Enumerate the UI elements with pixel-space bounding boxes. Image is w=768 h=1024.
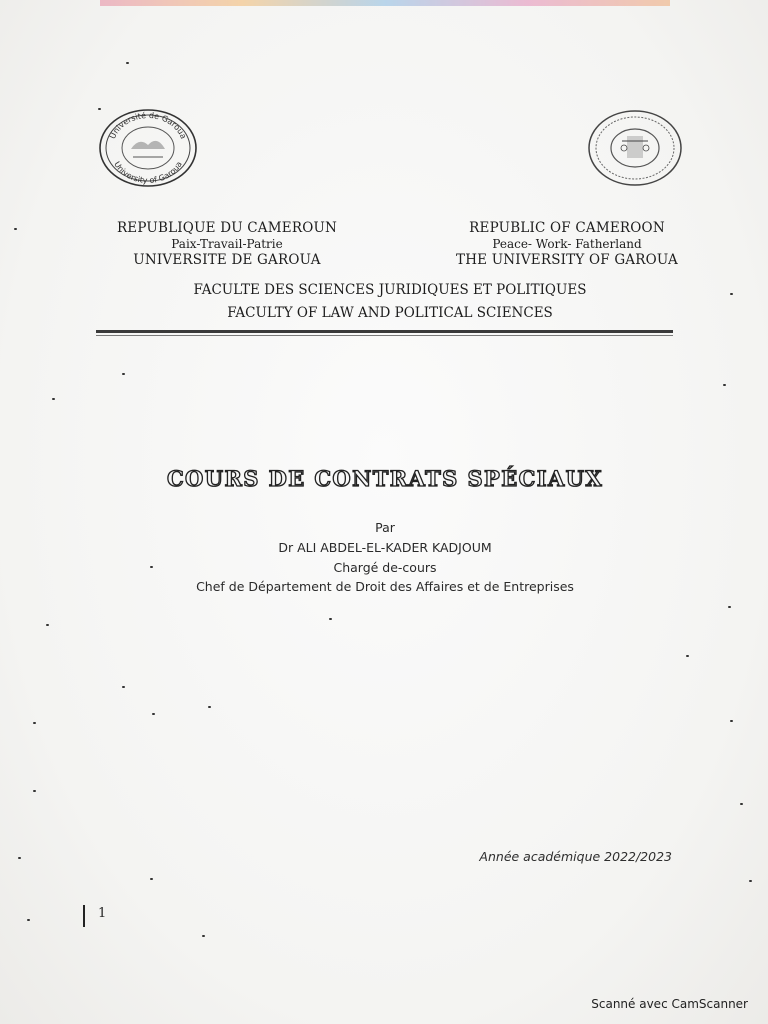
scan-speck — [33, 722, 36, 724]
scanner-watermark: Scanné avec CamScanner — [591, 997, 748, 1011]
scan-speck — [208, 706, 211, 708]
seal-left-top-text: Université de Garoua — [107, 110, 189, 141]
university-fr: UNIVERSITE DE GAROUA — [133, 252, 321, 268]
header-french — [100, 220, 354, 268]
scan-speck — [730, 293, 733, 295]
faculty-name-en: FACULTY OF LAW AND POLITICAL SCIENCES — [227, 305, 553, 321]
scan-speck — [122, 686, 125, 688]
header-english — [440, 220, 694, 268]
scan-speck — [723, 384, 726, 386]
author-par: Par — [375, 520, 395, 535]
course-title: COURS DE CONTRATS SPÉCIAUX — [166, 466, 604, 491]
header-divider — [96, 330, 673, 333]
page-margin-bar — [83, 905, 85, 927]
motto-fr: Paix-Travail-Patrie — [171, 237, 283, 251]
author-name: Dr ALI ABDEL-EL-KADER KADJOUM — [278, 540, 492, 555]
scan-speck — [150, 566, 153, 568]
scan-speck — [52, 398, 55, 400]
scan-speck — [740, 803, 743, 805]
faculty-name-fr: FACULTE DES SCIENCES JURIDIQUES ET POLITIQUES — [193, 282, 587, 298]
university-seal-left — [97, 107, 199, 189]
scan-speck — [730, 720, 733, 722]
scan-speck — [18, 857, 21, 859]
scan-speck — [202, 935, 205, 937]
scan-speck — [152, 713, 155, 715]
seal-left-bottom-text: University of Garoua — [112, 159, 184, 186]
scan-speck — [329, 618, 332, 620]
university-en: THE UNIVERSITY OF GAROUA — [455, 252, 678, 268]
scan-speck — [686, 655, 689, 657]
svg-text:Université de Garoua — [108, 110, 188, 140]
country-en: REPUBLIC OF CAMEROON — [469, 220, 665, 236]
scan-speck — [98, 108, 101, 110]
faculty-seal-right — [586, 108, 684, 188]
scan-speck — [749, 880, 752, 882]
header-divider-thin — [96, 335, 673, 336]
academic-year: Année académique 2022/2023 — [479, 849, 672, 864]
scan-speck — [728, 606, 731, 608]
scan-speck — [126, 62, 129, 64]
country-fr: REPUBLIQUE DU CAMEROUN — [116, 220, 338, 236]
scan-speck — [33, 790, 36, 792]
scan-speck — [14, 228, 17, 230]
author-position: Chef de Département de Droit des Affaires et de Entreprises — [196, 579, 574, 594]
scan-speck — [150, 878, 153, 880]
scan-speck — [46, 624, 49, 626]
page-number: 1 — [98, 906, 107, 921]
scan-speck — [122, 373, 125, 375]
scan-edge-strip — [100, 0, 670, 6]
author-grade: Chargé de-cours — [333, 560, 437, 575]
scan-speck — [27, 919, 30, 921]
motto-en: Peace- Work- Fatherland — [492, 237, 642, 251]
